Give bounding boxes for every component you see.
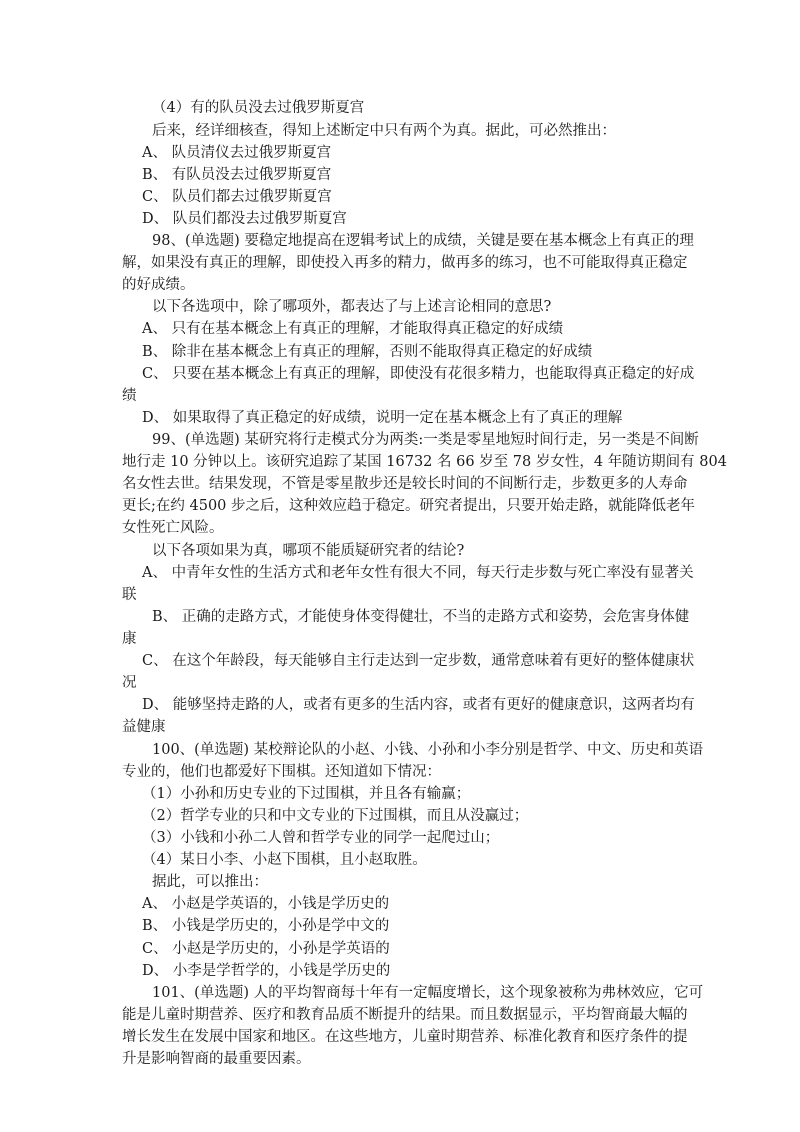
option-line: A、 小赵是学英语的，小钱是学历史的	[142, 896, 390, 912]
question-line: 98、(单选题) 要稳定地提高在逻辑考试上的成绩，关键是要在基本概念上有真正的理	[152, 233, 694, 249]
text-line: 益健康	[122, 719, 166, 735]
text-line: （4）有的队员没去过俄罗斯夏宫	[152, 100, 365, 116]
option-line: B、 小钱是学历史的，小孙是学中文的	[142, 918, 390, 934]
option-line: D、 队员们都没去过俄罗斯夏宫	[142, 211, 347, 227]
text-line: 的好成绩。	[122, 277, 195, 293]
condition-line: （3）小钱和小孙二人曾和哲学专业的同学一起爬过山；	[142, 830, 500, 846]
condition-line: （2）哲学专业的只和中文专业的下过围棋，而且从没赢过；	[142, 808, 529, 824]
text-line: 联	[122, 587, 137, 603]
option-line: C、 小赵是学历史的，小孙是学英语的	[142, 941, 390, 957]
text-line: 升是影响智商的最重要因素。	[122, 1051, 311, 1067]
option-line: C、 队员们都去过俄罗斯夏宫	[142, 189, 332, 205]
question-line: 99、(单选题) 某研究将行走模式分为两类:一类是零星地短时间行走，另一类是不间断	[152, 432, 699, 448]
option-line: B、 有队员没去过俄罗斯夏宫	[142, 167, 332, 183]
text-line: 名女性去世。结果发现，不管是零星散步还是较长时间的不间断行走，步数更多的人寿命	[122, 476, 688, 492]
text-line: 后来，经详细核查，得知上述断定中只有两个为真。据此，可必然推出：	[152, 123, 616, 139]
text-line: 更长;在约 4500 步之后，这种效应趋于稳定。研究者提出，只要开始走路，就能降低老年	[122, 498, 696, 514]
text-line: 康	[122, 631, 137, 647]
text-line: 绩	[122, 388, 137, 404]
text-line: 专业的，他们也都爱好下围棋。还知道如下情况：	[122, 764, 441, 780]
text-line: 以下各项如果为真，哪项不能质疑研究者的结论?	[152, 543, 465, 559]
option-line: C、 只要在基本概念上有真正的理解，即使没有花很多精力，也能取得真正稳定的好成	[142, 366, 695, 382]
option-line: B、 除非在基本概念上有真正的理解，否则不能取得真正稳定的好成绩	[142, 344, 593, 360]
option-line: A、 中青年女性的生活方式和老年女性有很大不同，每天行走步数与死亡率没有显著关	[142, 565, 694, 581]
condition-line: （1）小孙和历史专业的下过围棋，并且各有输赢；	[142, 786, 471, 802]
option-line: D、 小李是学哲学的，小钱是学历史的	[142, 963, 391, 979]
text-line: 况	[122, 675, 137, 691]
text-line: 地行走 10 分钟以上。该研究追踪了某国 16732 名 66 岁至 78 岁女性，4 年随访期间有 804	[122, 454, 727, 470]
option-line: D、 如果取得了真正稳定的好成绩，说明一定在基本概念上有了真正的理解	[142, 410, 623, 426]
text-line: 女性死亡风险。	[122, 520, 224, 536]
question-line: 100、(单选题) 某校辩论队的小赵、小钱、小孙和小李分别是哲学、中文、历史和英语	[152, 742, 704, 758]
question-line: 101、(单选题) 人的平均智商每十年有一定幅度增长，这个现象被称为弗林效应，它可	[152, 985, 704, 1001]
option-line: D、 能够坚持走路的人，或者有更多的生活内容，或者有更好的健康意识，这两者均有	[142, 697, 695, 713]
option-line: A、 只有在基本概念上有真正的理解，才能取得真正稳定的好成绩	[142, 321, 564, 337]
text-line: 解，如果没有真正的理解，即使投入再多的精力，做再多的练习，也不可能取得真正稳定	[122, 255, 688, 271]
text-line: 能是儿童时期营养、医疗和教育品质不断提升的结果。而且数据显示，平均智商最大幅的	[122, 1007, 688, 1023]
condition-line: （4）某日小李、小赵下围棋，且小赵取胜。	[142, 852, 427, 868]
option-line: B、 正确的走路方式，才能使身体变得健壮，不当的走路方式和姿势，会危害身体健	[152, 609, 690, 625]
option-line: A、 队员清仪去过俄罗斯夏宫	[142, 145, 332, 161]
text-line: 增长发生在发展中国家和地区。在这些地方，儿童时期营养、标准化教育和医疗条件的提	[122, 1029, 688, 1045]
text-line: 据此，可以推出：	[152, 874, 268, 890]
text-line: 以下各选项中，除了哪项外，都表达了与上述言论相同的意思?	[152, 299, 552, 315]
option-line: C、 在这个年龄段，每天能够自主行走达到一定步数，通常意味着有更好的整体健康状	[142, 653, 695, 669]
